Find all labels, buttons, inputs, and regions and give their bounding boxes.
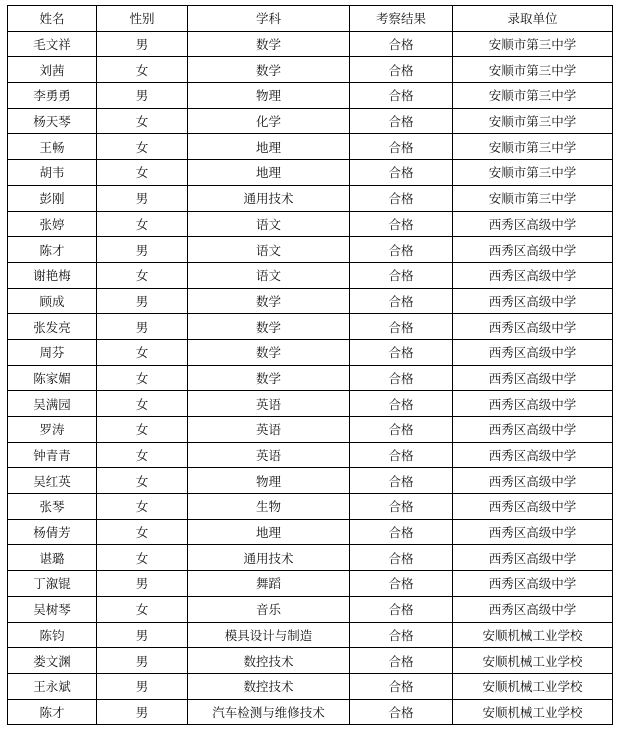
cell-admitting-unit: 西秀区高级中学 xyxy=(453,519,613,545)
cell-admitting-unit: 西秀区高级中学 xyxy=(453,237,613,263)
cell-name: 张发亮 xyxy=(8,314,97,340)
cell-admitting-unit: 安顺机械工业学校 xyxy=(453,622,613,648)
cell-subject: 数学 xyxy=(188,314,350,340)
cell-subject: 语文 xyxy=(188,262,350,288)
cell-gender: 男 xyxy=(97,83,188,109)
cell-result: 合格 xyxy=(350,262,453,288)
table-row xyxy=(8,237,613,263)
cell-gender: 男 xyxy=(97,237,188,263)
cell-name: 张琴 xyxy=(8,494,97,520)
cell-admitting-unit: 西秀区高级中学 xyxy=(453,211,613,237)
cell-subject: 物理 xyxy=(188,83,350,109)
table-row xyxy=(8,211,613,237)
cell-subject: 数控技术 xyxy=(188,673,350,699)
table-row xyxy=(8,160,613,186)
cell-gender: 女 xyxy=(97,417,188,443)
cell-result: 合格 xyxy=(350,468,453,494)
table-row xyxy=(8,108,613,134)
cell-result: 合格 xyxy=(350,699,453,725)
cell-subject: 地理 xyxy=(188,134,350,160)
cell-name: 娄文渊 xyxy=(8,648,97,674)
cell-name: 王畅 xyxy=(8,134,97,160)
cell-subject: 化学 xyxy=(188,108,350,134)
cell-admitting-unit: 安顺机械工业学校 xyxy=(453,699,613,725)
cell-subject: 通用技术 xyxy=(188,185,350,211)
cell-result: 合格 xyxy=(350,288,453,314)
cell-result: 合格 xyxy=(350,442,453,468)
cell-admitting-unit: 西秀区高级中学 xyxy=(453,314,613,340)
cell-name: 彭刚 xyxy=(8,185,97,211)
cell-admitting-unit: 安顺市第三中学 xyxy=(453,83,613,109)
cell-admitting-unit: 安顺市第三中学 xyxy=(453,31,613,57)
cell-name: 吴树琴 xyxy=(8,596,97,622)
cell-gender: 男 xyxy=(97,622,188,648)
table-row xyxy=(8,314,613,340)
cell-subject: 汽车检测与维修技术 xyxy=(188,699,350,725)
cell-admitting-unit: 西秀区高级中学 xyxy=(453,288,613,314)
cell-subject: 生物 xyxy=(188,494,350,520)
table-row xyxy=(8,468,613,494)
cell-subject: 数学 xyxy=(188,365,350,391)
cell-result: 合格 xyxy=(350,314,453,340)
table-body xyxy=(8,31,613,725)
table-row xyxy=(8,31,613,57)
cell-subject: 通用技术 xyxy=(188,545,350,571)
cell-name: 周芬 xyxy=(8,339,97,365)
table-row xyxy=(8,673,613,699)
cell-admitting-unit: 西秀区高级中学 xyxy=(453,545,613,571)
cell-result: 合格 xyxy=(350,494,453,520)
table-row xyxy=(8,699,613,725)
cell-name: 罗涛 xyxy=(8,417,97,443)
cell-admitting-unit: 安顺机械工业学校 xyxy=(453,648,613,674)
cell-subject: 语文 xyxy=(188,237,350,263)
table-row xyxy=(8,83,613,109)
cell-subject: 英语 xyxy=(188,442,350,468)
cell-subject: 地理 xyxy=(188,160,350,186)
cell-admitting-unit: 西秀区高级中学 xyxy=(453,596,613,622)
cell-admitting-unit: 西秀区高级中学 xyxy=(453,391,613,417)
header-subject: 学科 xyxy=(188,6,350,32)
cell-name: 胡韦 xyxy=(8,160,97,186)
cell-gender: 男 xyxy=(97,648,188,674)
cell-gender: 女 xyxy=(97,108,188,134)
cell-gender: 男 xyxy=(97,699,188,725)
table-row xyxy=(8,417,613,443)
table-row xyxy=(8,262,613,288)
cell-admitting-unit: 西秀区高级中学 xyxy=(453,494,613,520)
cell-gender: 女 xyxy=(97,494,188,520)
table-row xyxy=(8,519,613,545)
cell-gender: 女 xyxy=(97,391,188,417)
cell-name: 陈钧 xyxy=(8,622,97,648)
header-result: 考察结果 xyxy=(350,6,453,32)
admission-results-table xyxy=(7,5,613,725)
cell-name: 杨倩芳 xyxy=(8,519,97,545)
cell-name: 王永斌 xyxy=(8,673,97,699)
cell-gender: 男 xyxy=(97,571,188,597)
cell-admitting-unit: 安顺机械工业学校 xyxy=(453,673,613,699)
cell-admitting-unit: 西秀区高级中学 xyxy=(453,442,613,468)
cell-result: 合格 xyxy=(350,57,453,83)
cell-name: 丁溆锟 xyxy=(8,571,97,597)
table-row xyxy=(8,596,613,622)
cell-result: 合格 xyxy=(350,185,453,211)
table-row xyxy=(8,365,613,391)
cell-admitting-unit: 西秀区高级中学 xyxy=(453,417,613,443)
cell-admitting-unit: 安顺市第三中学 xyxy=(453,108,613,134)
cell-subject: 模具设计与制造 xyxy=(188,622,350,648)
cell-gender: 女 xyxy=(97,365,188,391)
cell-admitting-unit: 安顺市第三中学 xyxy=(453,134,613,160)
cell-gender: 男 xyxy=(97,673,188,699)
cell-result: 合格 xyxy=(350,211,453,237)
cell-name: 顾成 xyxy=(8,288,97,314)
cell-subject: 数控技术 xyxy=(188,648,350,674)
cell-name: 杨天琴 xyxy=(8,108,97,134)
cell-subject: 英语 xyxy=(188,417,350,443)
cell-gender: 男 xyxy=(97,31,188,57)
cell-admitting-unit: 西秀区高级中学 xyxy=(453,365,613,391)
table-row xyxy=(8,57,613,83)
cell-name: 李勇勇 xyxy=(8,83,97,109)
table-row xyxy=(8,648,613,674)
cell-gender: 女 xyxy=(97,468,188,494)
cell-result: 合格 xyxy=(350,31,453,57)
header-gender: 性别 xyxy=(97,6,188,32)
cell-result: 合格 xyxy=(350,365,453,391)
table-row xyxy=(8,391,613,417)
cell-gender: 男 xyxy=(97,288,188,314)
cell-subject: 地理 xyxy=(188,519,350,545)
cell-subject: 音乐 xyxy=(188,596,350,622)
cell-result: 合格 xyxy=(350,673,453,699)
cell-subject: 舞蹈 xyxy=(188,571,350,597)
table-row xyxy=(8,545,613,571)
table-row xyxy=(8,494,613,520)
header-admitting-unit: 录取单位 xyxy=(453,6,613,32)
cell-gender: 女 xyxy=(97,442,188,468)
cell-subject: 语文 xyxy=(188,211,350,237)
cell-name: 刘茜 xyxy=(8,57,97,83)
cell-name: 陈才 xyxy=(8,237,97,263)
cell-name: 张婷 xyxy=(8,211,97,237)
cell-gender: 女 xyxy=(97,596,188,622)
cell-name: 吴红英 xyxy=(8,468,97,494)
cell-result: 合格 xyxy=(350,519,453,545)
cell-result: 合格 xyxy=(350,160,453,186)
cell-result: 合格 xyxy=(350,339,453,365)
cell-gender: 男 xyxy=(97,314,188,340)
cell-admitting-unit: 西秀区高级中学 xyxy=(453,468,613,494)
cell-subject: 数学 xyxy=(188,57,350,83)
cell-result: 合格 xyxy=(350,134,453,160)
cell-name: 谌璐 xyxy=(8,545,97,571)
cell-gender: 女 xyxy=(97,160,188,186)
cell-result: 合格 xyxy=(350,648,453,674)
cell-result: 合格 xyxy=(350,391,453,417)
cell-subject: 物理 xyxy=(188,468,350,494)
cell-name: 陈家媚 xyxy=(8,365,97,391)
header-name: 姓名 xyxy=(8,6,97,32)
cell-subject: 数学 xyxy=(188,31,350,57)
table-row xyxy=(8,134,613,160)
cell-gender: 女 xyxy=(97,211,188,237)
cell-subject: 数学 xyxy=(188,339,350,365)
cell-result: 合格 xyxy=(350,417,453,443)
cell-result: 合格 xyxy=(350,108,453,134)
cell-gender: 女 xyxy=(97,134,188,160)
table-row xyxy=(8,442,613,468)
cell-result: 合格 xyxy=(350,596,453,622)
cell-name: 谢艳梅 xyxy=(8,262,97,288)
table-row xyxy=(8,339,613,365)
table-row xyxy=(8,185,613,211)
cell-subject: 英语 xyxy=(188,391,350,417)
cell-subject: 数学 xyxy=(188,288,350,314)
cell-gender: 女 xyxy=(97,519,188,545)
cell-admitting-unit: 西秀区高级中学 xyxy=(453,339,613,365)
cell-admitting-unit: 西秀区高级中学 xyxy=(453,571,613,597)
cell-result: 合格 xyxy=(350,622,453,648)
cell-result: 合格 xyxy=(350,237,453,263)
cell-gender: 女 xyxy=(97,262,188,288)
results-table-wrapper xyxy=(7,5,613,725)
cell-admitting-unit: 安顺市第三中学 xyxy=(453,160,613,186)
cell-result: 合格 xyxy=(350,83,453,109)
table-row xyxy=(8,571,613,597)
cell-gender: 女 xyxy=(97,545,188,571)
cell-name: 陈才 xyxy=(8,699,97,725)
cell-gender: 女 xyxy=(97,339,188,365)
cell-name: 钟青青 xyxy=(8,442,97,468)
table-row xyxy=(8,622,613,648)
cell-admitting-unit: 安顺市第三中学 xyxy=(453,57,613,83)
cell-gender: 男 xyxy=(97,185,188,211)
cell-gender: 女 xyxy=(97,57,188,83)
table-header-row xyxy=(8,6,613,32)
cell-admitting-unit: 西秀区高级中学 xyxy=(453,262,613,288)
table-row xyxy=(8,288,613,314)
cell-result: 合格 xyxy=(350,545,453,571)
cell-name: 吴满园 xyxy=(8,391,97,417)
cell-result: 合格 xyxy=(350,571,453,597)
cell-name: 毛文祥 xyxy=(8,31,97,57)
cell-admitting-unit: 安顺市第三中学 xyxy=(453,185,613,211)
